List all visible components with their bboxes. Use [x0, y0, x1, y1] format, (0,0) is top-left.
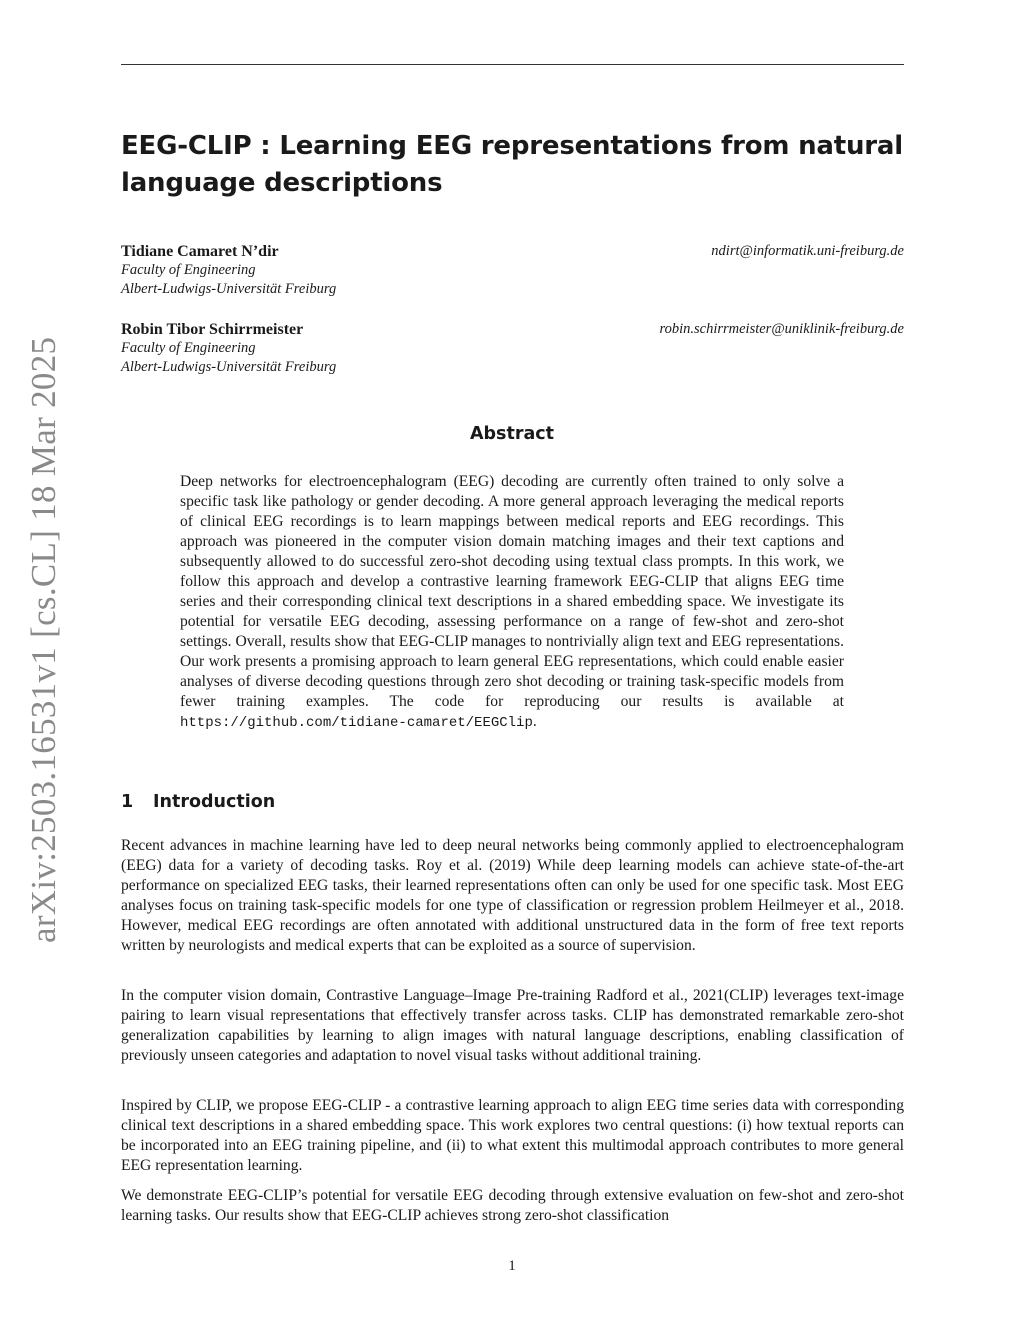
- arxiv-side-stamp: arXiv:2503.16531v1 [cs.CL] 18 Mar 2025: [24, 336, 63, 943]
- section-number: 1: [121, 792, 134, 812]
- intro-paragraph-2: In the computer vision domain, Contrastive Language–Image Pre-training Radford et al., 2021(CLIP) leverages text-image pairing to learn visual representations that effectively transfer across tasks. CLIP has demonstrated remarkable zero-shot generalization capabilities by learning to align images with natural language descriptions, enabling classification of previously unseen categories and adaptation to novel visual tasks without additional training.: [121, 987, 904, 1064]
- author-affiliation: Faculty of Engineering: [121, 340, 256, 356]
- abstract-heading: Abstract: [469, 424, 555, 444]
- intro-paragraph-3: Inspired by CLIP, we propose EEG-CLIP - a contrastive learning approach to align EEG time series data with corresponding clinical text descriptions in a shared embedding space. This work explores two central questions: (i) how textual reports can be incorporated into an EEG training pipeline, and (ii) to what extent this multimodal approach contributes to more general EEG representation learning.: [121, 1097, 904, 1174]
- author-affiliation: Faculty of Engineering: [121, 262, 256, 278]
- author-block-1: [121, 242, 904, 299]
- author-name: Robin Tibor Schirrmeister: [121, 321, 304, 338]
- abstract-end: .: [532, 713, 537, 730]
- author-affiliation: Albert-Ludwigs-Universität Freiburg: [121, 281, 337, 297]
- abstract-text: Deep networks for electroencephalogram (EEG) decoding are currently often trained to only solve a specific task like pathology or gender decoding. A more general approach leveraging the medical reports of clinical EEG recordings is to learn mappings between medical reports and EEG recordings. This approach was pioneered in the computer vision domain matching images and their text captions and subsequently allowed to do successful zero-shot decoding using textual class prompts. In this work, we follow this approach and develop a contrastive learning framework EEG-CLIP that aligns EEG time series and their corresponding clinical text descriptions in a shared embedding space. We investigate its potential for versatile EEG decoding, assessing performance on a range of few-shot and zero-shot settings. Overall, results show that EEG-CLIP manages to nontrivially align text and EEG representations. Our work presents a promising approach to learn general EEG representations, which could enable easier analyses of diverse decoding questions through zero shot decoding or training task-specific models from fewer training examples. The code for reproducing our results is available at: [180, 473, 844, 710]
- abstract-body: [180, 472, 844, 733]
- author-name: Tidiane Camaret N’dir: [121, 243, 279, 260]
- header-rule: [121, 64, 904, 65]
- code-link[interactable]: https://github.com/tidiane-camaret/EEGClip: [180, 715, 533, 731]
- intro-paragraph-1: Recent advances in machine learning have led to deep neural networks being commonly applied to electroencephalogram (EEG) data for a variety of decoding tasks. Roy et al. (2019) While deep learning models can achieve state-of-the-art performance on specialized EEG tasks, their learned representations often can only be used for one specific task. Most EEG analyses focus on training task-specific models for one type of classification or regression problem Heilmeyer et al., 2018. However, medical EEG recordings are often annotated with additional unstructured data in the form of free text reports written by neurologists and medical experts that can be exploited as a source of supervision.: [121, 837, 904, 954]
- author-block-2: [121, 320, 904, 377]
- author-email[interactable]: ndirt@informatik.uni-freiburg.de: [711, 243, 904, 259]
- page-number: 1: [508, 1258, 516, 1274]
- section-heading: [121, 792, 275, 812]
- section-title: Introduction: [153, 792, 276, 812]
- author-email[interactable]: robin.schirrmeister@uniklinik-freiburg.de: [659, 321, 904, 337]
- intro-paragraph-4: We demonstrate EEG-CLIP’s potential for versatile EEG decoding through extensive evaluation on few-shot and zero-shot learning tasks. Our results show that EEG-CLIP achieves strong zero-shot classification: [121, 1187, 904, 1224]
- paper-title: EEG-CLIP : Learning EEG representations from natural language descriptions: [121, 131, 903, 198]
- author-affiliation: Albert-Ludwigs-Universität Freiburg: [121, 359, 337, 375]
